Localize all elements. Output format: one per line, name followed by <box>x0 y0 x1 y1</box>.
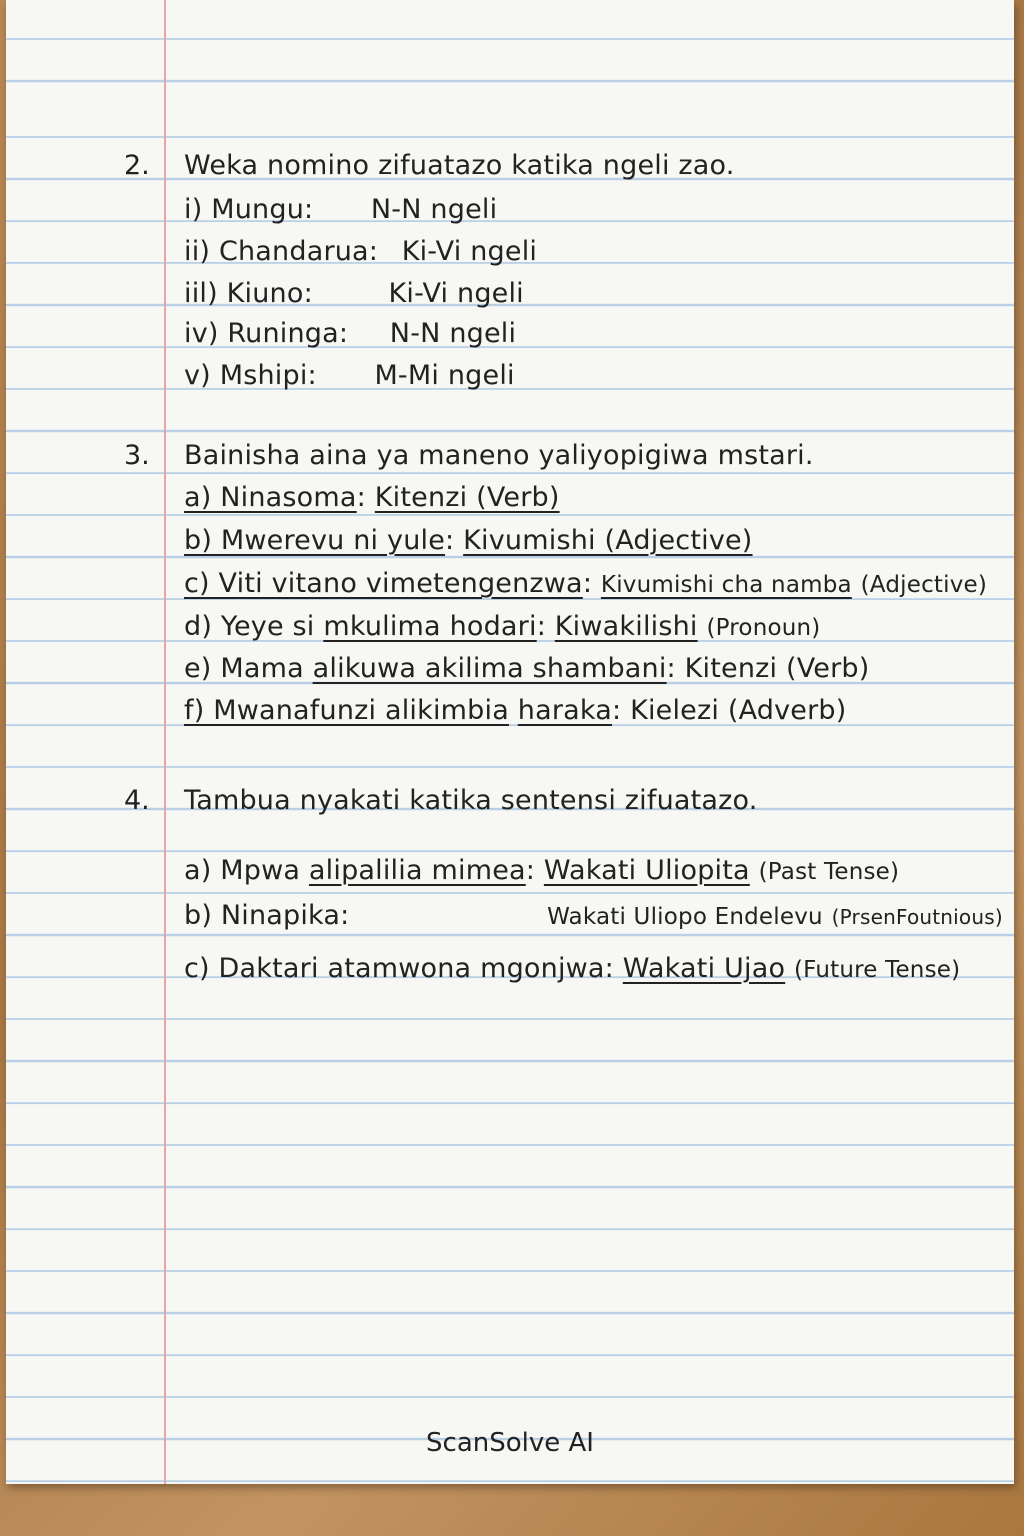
item-answer: : Kielezi (Adverb) <box>611 695 847 726</box>
colon: : <box>536 611 546 642</box>
item-marker: i) <box>184 194 203 225</box>
list-item <box>184 855 899 886</box>
item-gloss: (PrsenFoutnious) <box>831 905 1003 929</box>
list-item <box>184 318 516 349</box>
item-gloss: (Adjective) <box>860 572 988 598</box>
list-item <box>184 568 987 599</box>
question-3-title: Bainisha aina ya maneno yaliyopigiwa mstari. <box>184 440 814 471</box>
underlined-phrase: haraka <box>517 695 612 726</box>
list-item <box>184 278 524 309</box>
item-noun: Kiuno: <box>226 278 313 309</box>
underlined-phrase: a) Ninasoma <box>184 482 357 513</box>
item-answer: Wakati Uliopita <box>543 855 750 886</box>
question-3-number: 3. <box>124 440 150 471</box>
underlined-phrase: alikuwa akilima shambani <box>312 653 667 684</box>
question-4-title: Tambua nyakati katika sentensi zifuatazo. <box>184 785 758 816</box>
item-marker: iil) <box>184 278 218 309</box>
item-answer: Wakati Ujao <box>622 953 786 984</box>
underlined-phrase: b) Mwerevu ni yule <box>184 525 446 556</box>
list-item <box>184 653 870 684</box>
question-2-number: 2. <box>124 150 150 181</box>
item-gloss: (Past Tense) <box>758 859 900 885</box>
item-text: e) Mama <box>184 653 304 684</box>
item-text: d) Yeye si <box>184 611 315 642</box>
item-gloss: (Future Tense) <box>793 957 961 983</box>
item-answer: Ki-Vi ngeli <box>388 278 524 309</box>
item-text: b) Ninapika: <box>184 900 350 931</box>
item-marker: ii) <box>184 236 211 267</box>
list-item <box>184 611 820 642</box>
item-answer: Kiwakilishi <box>554 611 698 642</box>
item-answer: Kivumishi cha namba <box>600 572 852 598</box>
item-noun: Mungu: <box>211 194 314 225</box>
item-answer: N-N ngeli <box>370 194 498 225</box>
item-text: a) Mpwa <box>184 855 301 886</box>
item-text: c) Daktari atamwona mgonjwa: <box>184 953 614 984</box>
question-4-number: 4. <box>124 785 150 816</box>
list-item <box>184 236 537 267</box>
item-noun: Chandarua: <box>218 236 379 267</box>
item-answer: N-N ngeli <box>389 318 517 349</box>
colon: : <box>582 568 593 599</box>
item-gloss: (Pronoun) <box>706 615 821 641</box>
footer-watermark: ScanSolve AI <box>426 1428 594 1458</box>
item-answer: Wakati Uliopo Endelevu <box>547 904 823 930</box>
list-item <box>184 953 960 984</box>
list-item <box>184 482 560 513</box>
list-item <box>184 360 515 391</box>
list-item <box>184 525 753 556</box>
item-noun: Mshipi: <box>219 360 317 391</box>
item-marker: v) <box>184 360 211 391</box>
item-answer: Kitenzi (Verb) <box>374 482 560 513</box>
lined-paper <box>6 0 1014 1484</box>
item-answer: Ki-Vi ngeli <box>401 236 538 267</box>
list-item <box>184 695 846 726</box>
colon: : <box>525 855 536 886</box>
colon: : <box>445 525 455 556</box>
item-answer: : Kitenzi (Verb) <box>666 653 870 684</box>
list-item <box>184 194 497 225</box>
colon: : <box>356 482 366 513</box>
item-answer: M-Mi ngeli <box>374 360 515 391</box>
item-answer: Kivumishi (Adjective) <box>463 525 753 556</box>
worksheet-content <box>6 0 1014 1484</box>
underlined-phrase: alipalilia mimea <box>308 855 526 886</box>
item-text: f) Mwanafunzi alikimbia <box>184 695 509 726</box>
underlined-phrase: c) Viti vitano vimetengenzwa <box>184 568 583 599</box>
question-2-title: Weka nomino zifuatazo katika ngeli zao. <box>184 150 735 181</box>
item-noun: Runinga: <box>227 318 349 349</box>
underlined-phrase: mkulima hodari <box>323 611 537 642</box>
item-marker: iv) <box>184 318 219 349</box>
list-item <box>184 900 1003 931</box>
